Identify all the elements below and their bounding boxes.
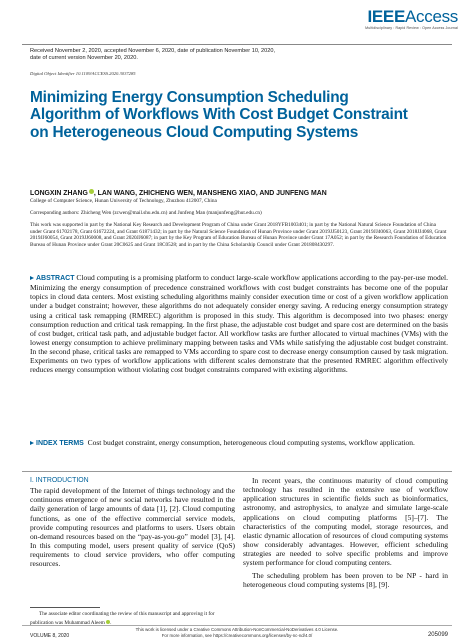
- first-author: LONGXIN ZHANG: [30, 190, 88, 197]
- index-terms-heading: INDEX TERMS: [36, 440, 84, 447]
- editor-footnote: The associate editor coordinating the review of this manuscript and approving it for publication was Muhammad Aleem .: [30, 611, 215, 626]
- license-line-1: This work is licensed under a Creative Commons Attribution-NonCommercial-NoDerivatives 4.0 License.: [135, 627, 339, 632]
- journal-logo-wordmark: [365, 8, 458, 26]
- abstract: [30, 273, 448, 423]
- license-line-2[interactable]: For more information, see https://creativecommons.org/licenses/by-nc-nd/4.0/: [161, 632, 313, 638]
- intro-paragraph-1: The rapid development of the Internet of things technology and the continuous emergence of new social networks have resulted in the daily generation of large amounts of data [1], [2]. Cloud computing functions, as one of the effective commercial service models, provide computing resources and platforms to users. Users obtain on-demand resources based on the “pay-as-you-go” model [3], [4]. In this computing model, users present quality of service (QoS) requirements to cloud service providers, who offer computing resources.: [30, 486, 235, 569]
- header-divider: [22, 44, 452, 45]
- page-number: 205099: [427, 632, 448, 638]
- left-column: [30, 476, 235, 569]
- abstract-text: Cloud computing is a promising platform to conduct large-scale workflow applications according to the pay-per-use model. Minimizing the energy consumption of precedence constrained workflows with cost budget constraints has become one of the popular topics in cloud data centers. Most existing scheduling algorithms mainly consider execution time or cost of a given workflow application under a budget constraint; however, these algorithms do not adequately consider energy saving. A reducing energy consumption strategy using a critical task remapping (RMREC) algorithm is proposed in this study. This algorithm is decomposed into two phases: energy consumption reduction and critical task remapping. In the first phase, the adjustable cost budget and spare cost are determined on the basis of cost budget, critical task path, and adjustable budget factor. All workflow tasks are further allocated to virtual machines (VMs) with the lowest energy consumption to achieve preliminary mapping between tasks and VMs while satisfying the adjustable cost budget constraint. In the second phase, critical tasks are remapped to VMs according to spare cost to decrease energy consumption caused by task migration. Experiments on two types of workflow applications with different scales demonstrate that the presented RMREC algorithm effectively reduces energy consumption without violating cost budget constraints compared with existing algorithms.: [30, 273, 448, 375]
- footer-divider: [22, 625, 452, 626]
- paper-title: Minimizing Energy Consumption Scheduling Algorithm of Workflows With Cost Budget Constraint on Heterogeneous Cloud Computing Systems: [30, 89, 408, 141]
- other-authors: , LAN WANG, ZHICHENG WEN, MANSHENG XIAO, AND JUNFENG MAN: [93, 190, 327, 197]
- triangle-bullet-icon: [30, 441, 34, 445]
- index-terms: [30, 438, 448, 448]
- funding-statement: This work was supported in part by the National Key Research and Development Program of China under Grant 2018YFB1003401; in part by the National Natural Science Foundation of China under Grant 61702178, Grant 61672224, and Grant 61871432; in part by the Natural Science Foundation of Hunan Province under Grant 2019JJ50123, Grant 2019JJ40063, Grant 2018JJ4068, Grant 2019JJ60054, Grant 2019JJ60008, and Grant 2020JJ6087; in part by the Key Program of Education Bureau of Hunan Province under Grant 17A052; in part by the Research Foundation of Education Bureau of Hunan Province under Grant 20C0625 and Grant 18C0528; and in part by the China Scholarship Council under Grant 201808430297.: [30, 222, 447, 248]
- footnote-text: The associate editor coordinating the review of this manuscript and approving it for publication was Muhammad Aleem: [30, 611, 215, 626]
- doi-identifier: Digital Object Identifier 10.1109/ACCESS.2020.3037285: [30, 71, 136, 76]
- dates-line-2: date of current version November 20, 2020.: [30, 55, 138, 62]
- publication-dates: [30, 48, 450, 62]
- logo-ieee: IEEE: [367, 7, 405, 26]
- introduction-heading: I. INTRODUCTION: [30, 477, 89, 484]
- intro-paragraph-3: The scheduling problem has been proven to be NP - hard in heterogeneous cloud computing systems [8], [9].: [243, 570, 448, 589]
- intro-paragraph-2: In recent years, the continuous maturity of cloud computing technology has resulted in the extensive use of workflow application structures in scientific fields such as bioinformatics, astronomy, and astrophysics, to analyze and simulate large-scale applications on cloud computing platforms [5]–[7]. The characteristics of the computing model, storage resources, and elastic dynamic allocation of resources of cloud computing systems show considerably advantages. However, efficient scheduling strategies are needed to solve specific problems and improve system performance for cloud computing centers.: [243, 476, 448, 568]
- dates-line-1: Received November 2, 2020, accepted November 6, 2020, date of publication November 10, 2020,: [30, 48, 276, 54]
- affiliation: College of Computer Science, Hunan University of Technology, Zhuzhou 412007, China: [30, 198, 217, 204]
- triangle-bullet-icon: [30, 276, 34, 280]
- volume-label: VOLUME 8, 2020: [30, 633, 70, 639]
- license-notice: [100, 627, 374, 638]
- corresponding-authors: Corresponding authors: Zhicheng Wen (zcwen@mail.shu.edu.cn) and Junfeng Man (manjunfeng@hut.edu.cn): [30, 210, 262, 216]
- logo-tagline: Multidisciplinary : Rapid Review : Open Access Journal: [365, 26, 458, 30]
- author-list: [30, 189, 327, 197]
- abstract-heading: ABSTRACT: [36, 275, 75, 282]
- right-column: [243, 476, 448, 589]
- index-terms-text: Cost budget constraint, energy consumption, heterogeneous cloud computing systems, workflow application.: [87, 438, 415, 447]
- journal-logo: [365, 8, 458, 31]
- section-divider: [22, 471, 452, 472]
- orcid-icon[interactable]: [106, 620, 110, 624]
- footnote-divider: [30, 607, 100, 608]
- logo-access: Access: [405, 7, 458, 26]
